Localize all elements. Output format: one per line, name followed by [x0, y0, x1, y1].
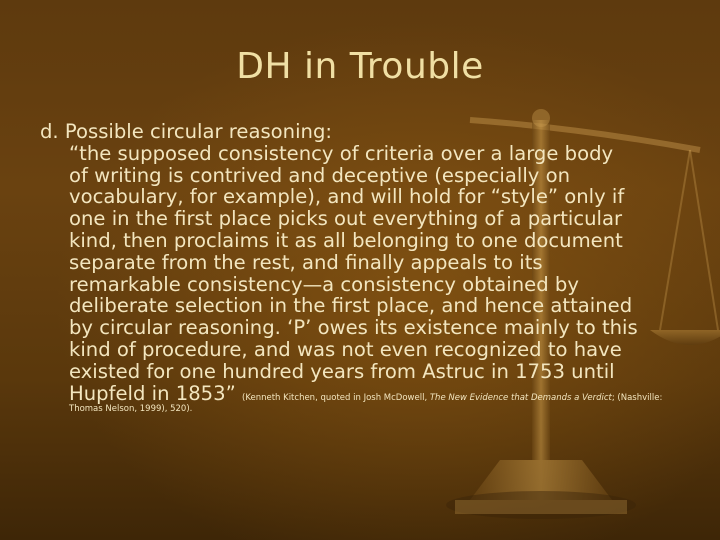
- citation-continuation: Thomas Nelson, 1999), 520).: [69, 404, 193, 415]
- quote-line: remarkable consistency—a consistency obtained by: [69, 272, 579, 296]
- quote-line: deliberate selection in the first place, and hence attained: [69, 294, 633, 318]
- quote-line: kind, then proclaims it as all belonging to one document: [69, 228, 623, 252]
- citation-prefix: (Kenneth Kitchen, quoted in Josh McDowell,: [242, 392, 430, 403]
- quote-line: separate from the rest, and finally appeals to its: [69, 250, 543, 274]
- quote-line: of writing is contrived and deceptive (especially on: [69, 163, 570, 187]
- citation-suffix: ; (Nashville:: [611, 392, 663, 403]
- citation-book-title: The New Evidence that Demands a Verdict: [429, 392, 612, 403]
- quote-line: existed for one hundred years from Astruc in 1753 until: [69, 359, 615, 383]
- quote-line: Hupfeld in 1853”: [69, 381, 236, 405]
- quote-line: kind of procedure, and was not even recognized to have: [69, 337, 622, 361]
- point-label: d. Possible circular reasoning:: [40, 120, 332, 143]
- quote-line: “the supposed consistency of criteria over a large body: [69, 141, 614, 165]
- quote-last-line: [69, 383, 690, 405]
- slide-body: [40, 121, 690, 415]
- quote-line: one in the first place picks out everything of a particular: [69, 207, 623, 231]
- quote-block: [40, 143, 690, 416]
- citation: [242, 393, 662, 403]
- quote-line: vocabulary, for example), and will hold for “style” only if: [69, 185, 625, 209]
- slide-title: DH in Trouble: [236, 46, 484, 87]
- quote-line: by circular reasoning. ‘P’ owes its existence mainly to this: [69, 316, 638, 340]
